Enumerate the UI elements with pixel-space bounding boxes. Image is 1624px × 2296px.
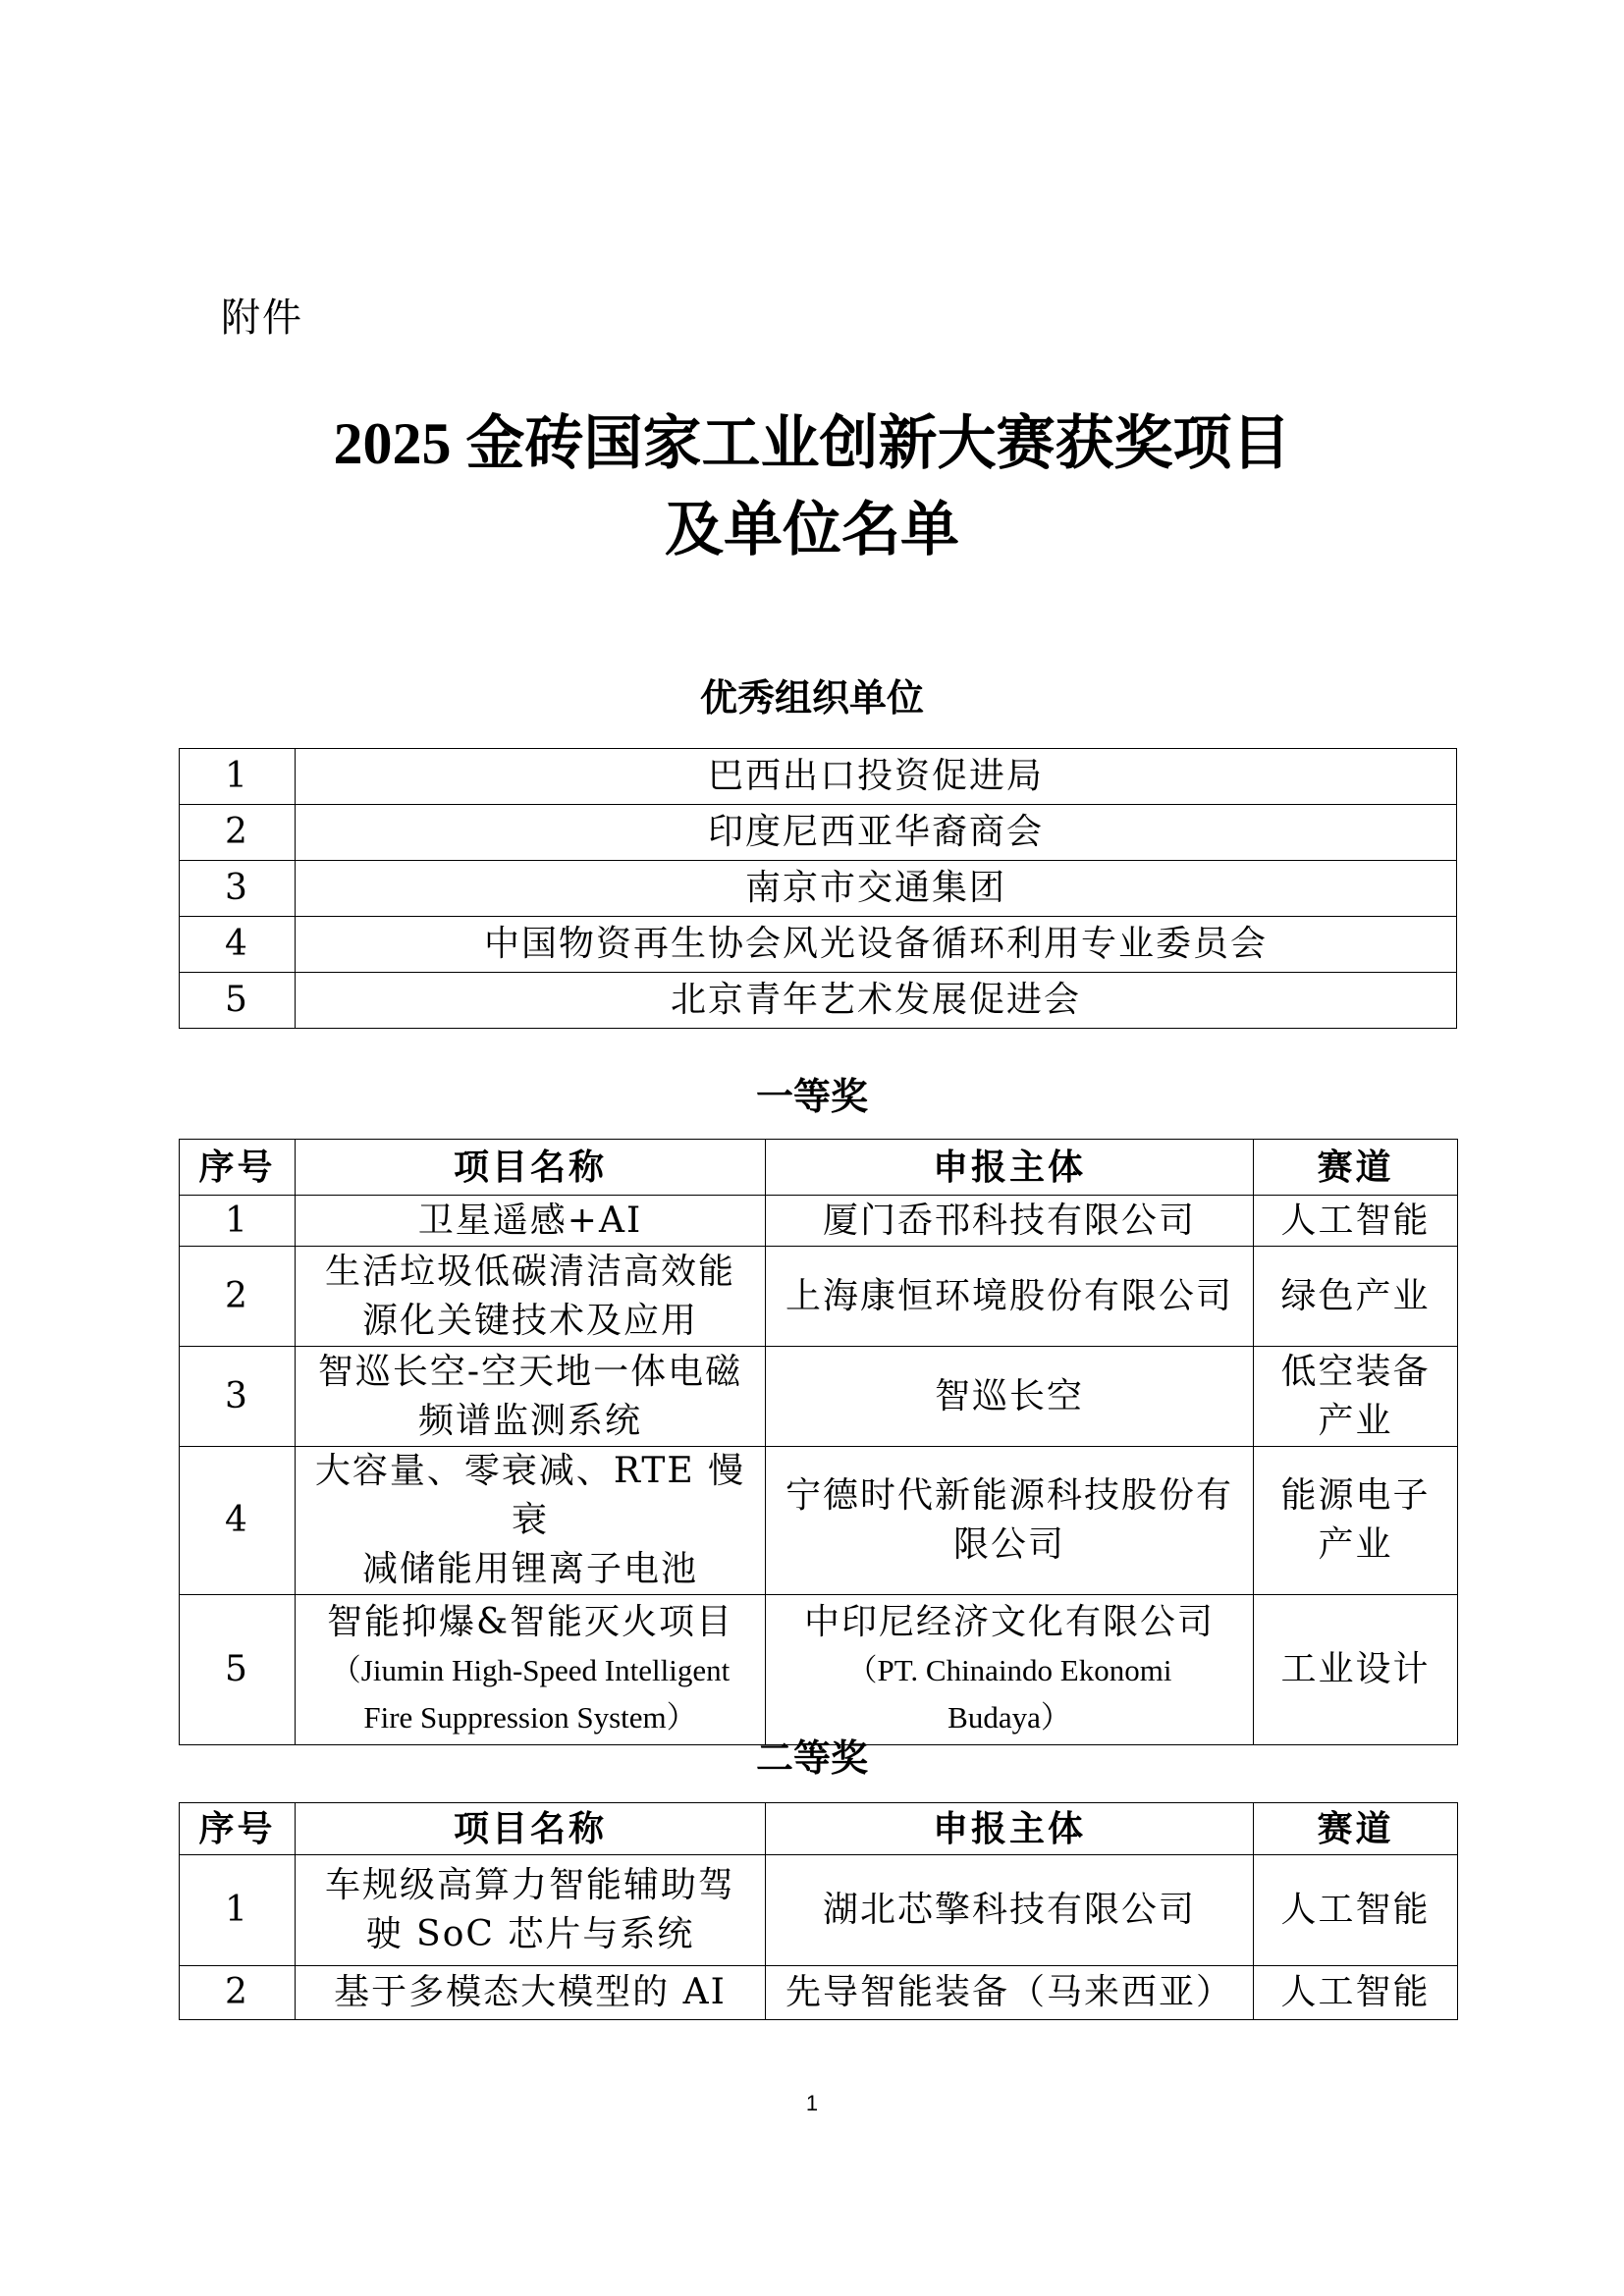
col-header-no: 序号 bbox=[180, 1140, 296, 1196]
row-number: 2 bbox=[180, 1247, 296, 1347]
table-header-row bbox=[180, 1140, 1458, 1196]
track bbox=[1254, 1447, 1458, 1595]
table-header-row bbox=[180, 1803, 1458, 1855]
applicant-line: 先导智能装备（马来西亚） bbox=[785, 1972, 1233, 2012]
organizer-name: 南京市交通集团 bbox=[296, 861, 1457, 917]
attachment-label: 附件 bbox=[221, 295, 303, 341]
applicant-line: 上海康恒环境股份有限公司 bbox=[785, 1275, 1233, 1316]
col-header-applicant: 申报主体 bbox=[766, 1803, 1254, 1855]
table-row bbox=[180, 1447, 1458, 1595]
table-row bbox=[180, 1855, 1458, 1966]
applicant bbox=[766, 1447, 1254, 1595]
col-header-track: 赛道 bbox=[1254, 1803, 1458, 1855]
page-title-line1: 2025 金砖国家工业创新大赛获奖项目 bbox=[333, 411, 1291, 476]
col-header-no: 序号 bbox=[180, 1803, 296, 1855]
track-line: 能源电子 bbox=[1280, 1475, 1431, 1516]
organizers-table bbox=[179, 748, 1457, 1029]
project-name-line: 卫星遥感+AI bbox=[417, 1200, 643, 1241]
project-name bbox=[296, 1447, 766, 1595]
applicant bbox=[766, 1196, 1254, 1247]
applicant bbox=[766, 1855, 1254, 1966]
project-name-line: 源化关键技术及应用 bbox=[361, 1300, 698, 1341]
track bbox=[1254, 1966, 1458, 2020]
col-header-applicant: 申报主体 bbox=[766, 1140, 1254, 1196]
track bbox=[1254, 1247, 1458, 1347]
track bbox=[1254, 1855, 1458, 1966]
row-number: 3 bbox=[180, 1347, 296, 1447]
track-line: 工业设计 bbox=[1280, 1649, 1431, 1689]
project-name bbox=[296, 1347, 766, 1447]
organizer-name: 巴西出口投资促进局 bbox=[296, 749, 1457, 805]
project-name bbox=[296, 1196, 766, 1247]
project-name-line: 大容量、零衰减、RTE 慢衰 bbox=[314, 1451, 746, 1540]
page-title-line2: 及单位名单 bbox=[665, 498, 959, 562]
row-number: 4 bbox=[180, 1447, 296, 1595]
page-number: 1 bbox=[805, 2091, 819, 2115]
row-number: 5 bbox=[180, 1595, 296, 1745]
col-header-project: 项目名称 bbox=[296, 1140, 766, 1196]
second-prize-heading: 二等奖 bbox=[755, 1735, 868, 1780]
col-header-project: 项目名称 bbox=[296, 1803, 766, 1855]
project-name-line: （Jiumin High-Speed Intelligent bbox=[330, 1653, 731, 1687]
row-number: 3 bbox=[180, 861, 296, 917]
track bbox=[1254, 1595, 1458, 1745]
project-name-line: Fire Suppression System） bbox=[363, 1700, 697, 1735]
applicant-line: 智巡长空 bbox=[934, 1375, 1084, 1416]
track-line: 人工智能 bbox=[1280, 1200, 1431, 1241]
organizer-name: 北京青年艺术发展促进会 bbox=[296, 973, 1457, 1029]
project-name bbox=[296, 1247, 766, 1347]
track bbox=[1254, 1196, 1458, 1247]
table-row bbox=[180, 805, 1457, 861]
applicant-line: （PT. Chinaindo Ekonomi bbox=[846, 1653, 1172, 1687]
project-name-line: 减储能用锂离子电池 bbox=[361, 1549, 698, 1589]
applicant-line: 湖北芯擎科技有限公司 bbox=[822, 1890, 1196, 1930]
table-row bbox=[180, 917, 1457, 973]
project-name bbox=[296, 1966, 766, 2020]
row-number: 2 bbox=[180, 805, 296, 861]
applicant-line: 限公司 bbox=[952, 1524, 1065, 1565]
project-name bbox=[296, 1855, 766, 1966]
row-number: 5 bbox=[180, 973, 296, 1029]
project-name-line: 驶 SoC 芯片与系统 bbox=[365, 1914, 695, 1954]
project-name-line: 智巡长空-空天地一体电磁 bbox=[317, 1351, 743, 1392]
applicant-line: Budaya） bbox=[947, 1700, 1071, 1735]
row-number: 4 bbox=[180, 917, 296, 973]
applicant-line: 中印尼经济文化有限公司 bbox=[803, 1602, 1215, 1642]
track bbox=[1254, 1347, 1458, 1447]
table-row bbox=[180, 861, 1457, 917]
col-header-track: 赛道 bbox=[1254, 1140, 1458, 1196]
first-prize-heading: 一等奖 bbox=[755, 1074, 868, 1118]
project-name-line: 车规级高算力智能辅助驾 bbox=[324, 1865, 735, 1905]
project-name-line: 基于多模态大模型的 AI bbox=[334, 1972, 727, 2012]
second-prize-table bbox=[179, 1802, 1458, 2020]
applicant bbox=[766, 1595, 1254, 1745]
project-name-line: 生活垃圾低碳清洁高效能 bbox=[324, 1251, 735, 1292]
row-number: 1 bbox=[180, 1855, 296, 1966]
table-row bbox=[180, 749, 1457, 805]
row-number: 2 bbox=[180, 1966, 296, 2020]
track-line: 产业 bbox=[1318, 1524, 1393, 1565]
table-row bbox=[180, 973, 1457, 1029]
organizer-name: 中国物资再生协会风光设备循环利用专业委员会 bbox=[296, 917, 1457, 973]
table-row bbox=[180, 1966, 1458, 2020]
first-prize-table bbox=[179, 1139, 1458, 1745]
table-row bbox=[180, 1595, 1458, 1745]
organizers-heading: 优秀组织单位 bbox=[699, 675, 924, 720]
track-line: 人工智能 bbox=[1280, 1972, 1431, 2012]
table-row bbox=[180, 1247, 1458, 1347]
project-name-line: 频谱监测系统 bbox=[417, 1400, 642, 1441]
applicant bbox=[766, 1347, 1254, 1447]
track-line: 低空装备 bbox=[1280, 1351, 1431, 1392]
row-number: 1 bbox=[180, 749, 296, 805]
project-name bbox=[296, 1595, 766, 1745]
applicant bbox=[766, 1247, 1254, 1347]
table-row bbox=[180, 1347, 1458, 1447]
project-name-line: 智能抑爆&智能灭火项目 bbox=[326, 1602, 734, 1642]
applicant bbox=[766, 1966, 1254, 2020]
track-line: 绿色产业 bbox=[1280, 1275, 1431, 1316]
table-row bbox=[180, 1196, 1458, 1247]
row-number: 1 bbox=[180, 1196, 296, 1247]
applicant-line: 宁德时代新能源科技股份有 bbox=[785, 1475, 1233, 1516]
organizer-name: 印度尼西亚华裔商会 bbox=[296, 805, 1457, 861]
track-line: 产业 bbox=[1318, 1400, 1393, 1441]
applicant-line: 厦门岙邗科技有限公司 bbox=[822, 1200, 1196, 1241]
track-line: 人工智能 bbox=[1280, 1890, 1431, 1930]
